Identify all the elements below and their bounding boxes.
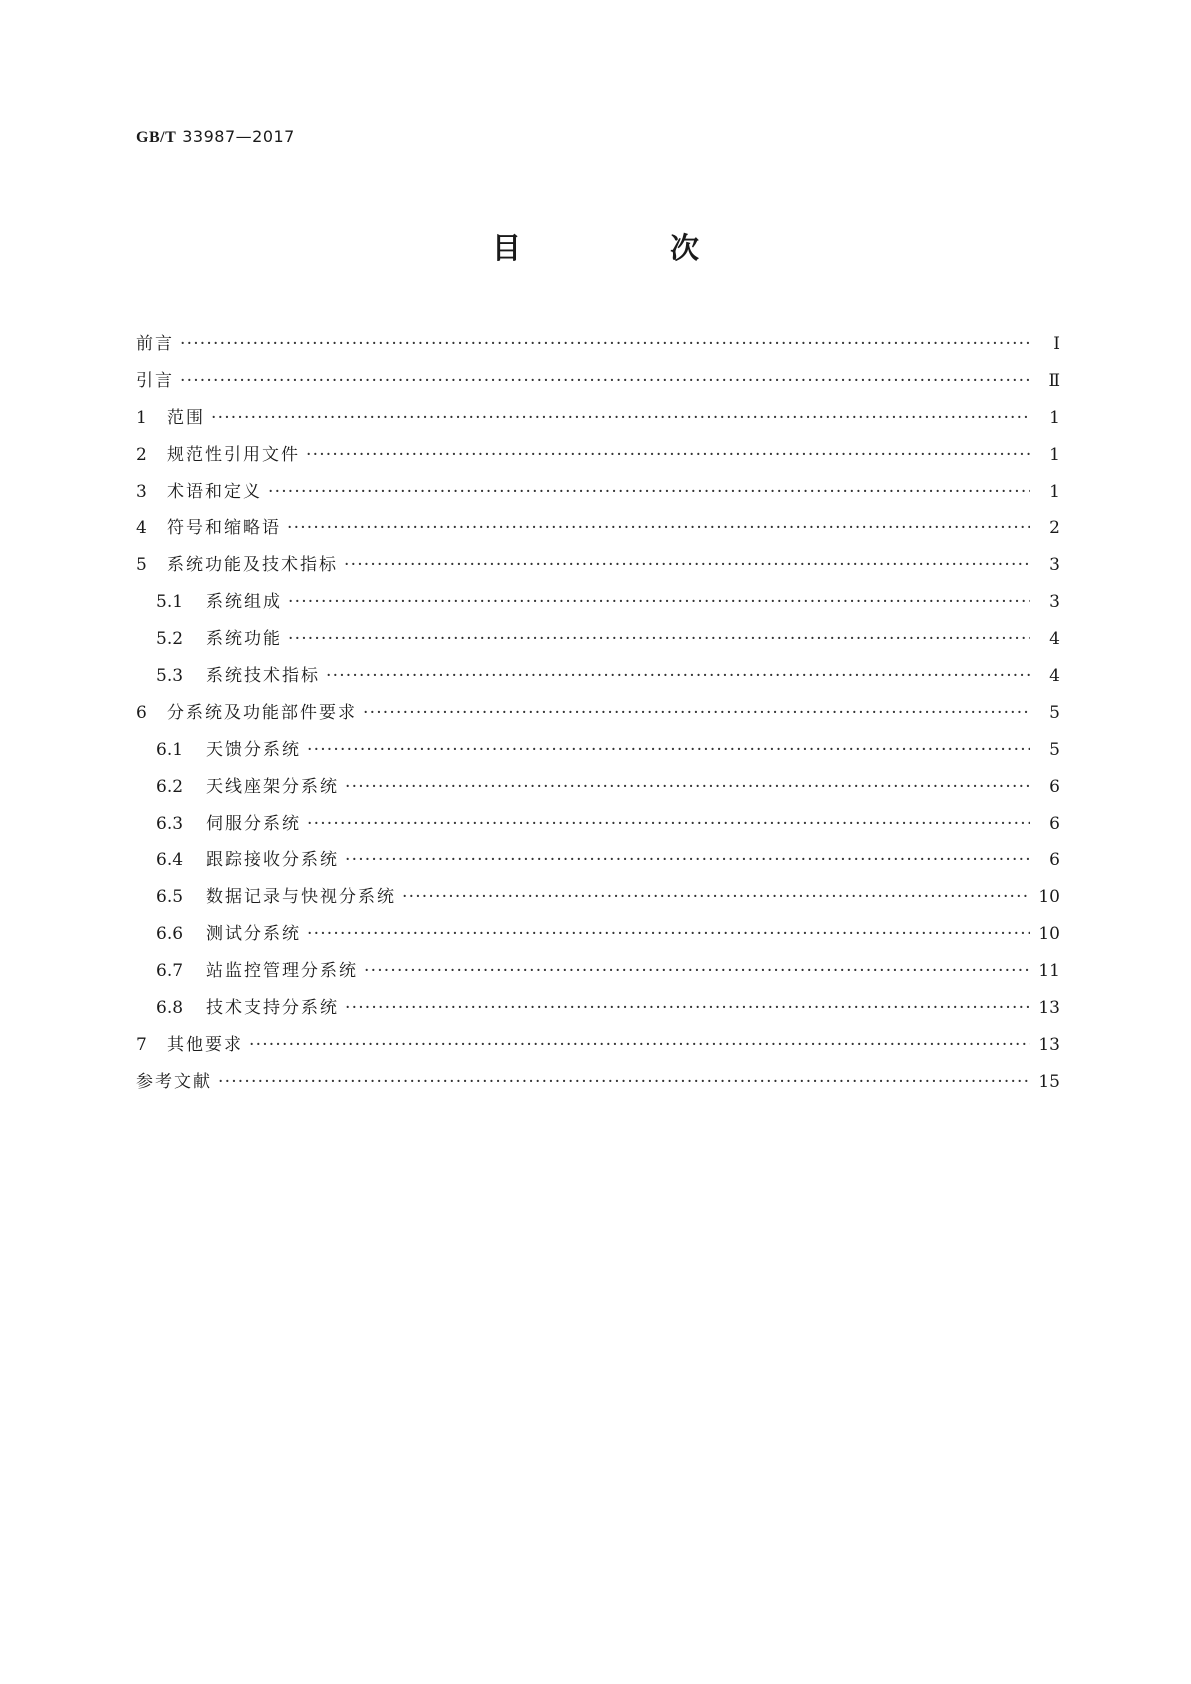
toc-entry-label: 测试分系统 [206,924,301,945]
toc-leader-dots [218,1072,1030,1092]
toc-entry-page: 6 [1049,850,1060,871]
toc-entry-label: 分系统及功能部件要求 [167,702,357,723]
toc-entry-page: 5 [1049,702,1060,723]
toc-leader-dots [180,334,1030,354]
toc-entry-page: 10 [1038,887,1060,908]
toc-entry-label: 系统技术指标 [206,666,320,687]
toc-entry-number: 5.1 [156,592,184,613]
toc-entry-number: 1 [136,407,147,428]
toc-entry-number: 6.1 [156,739,184,760]
toc-entry-page: 13 [1038,1034,1060,1055]
toc-entry-label: 前言 [136,334,174,354]
toc-entry-number: 4 [136,518,147,539]
toc-leader-dots [268,482,1030,502]
toc-entry-label: 天线座架分系统 [206,776,339,797]
toc-entry-number: 6 [136,702,147,723]
toc-entry-page: 6 [1049,813,1060,834]
toc-entry[interactable] [136,587,1060,624]
toc-entry-page: 11 [1038,961,1060,982]
toc-leader-dots [287,518,1030,538]
toc-entry[interactable] [136,919,1060,956]
toc-entry[interactable] [136,956,1060,993]
toc-entry[interactable] [136,735,1060,772]
toc-entry-label: 术语和定义 [167,481,262,502]
toc-entry[interactable] [136,513,1060,550]
toc-leader-dots [288,592,1030,612]
toc-entry-number: 6.6 [156,924,184,945]
toc-leader-dots [307,924,1030,944]
toc-entry-number: 5.3 [156,666,184,687]
toc-entry[interactable] [136,809,1060,846]
toc-entry[interactable] [136,661,1060,698]
toc-entry-page: Ⅰ [1053,334,1060,354]
toc-leader-dots [326,666,1030,686]
page-title: 目 次 [491,231,759,265]
toc-leader-dots [306,445,1030,465]
toc-leader-dots [249,1035,1030,1055]
toc-leader-dots [211,408,1030,428]
toc-entry-label: 站监控管理分系统 [206,961,358,982]
toc-entry-page: 13 [1038,998,1060,1019]
toc-entry-number: 6.8 [156,998,184,1019]
toc-leader-dots [364,961,1030,981]
toc-leader-dots [363,703,1030,723]
document-header [136,127,295,147]
toc-entry[interactable] [136,440,1060,477]
toc-entry[interactable] [136,1067,1060,1104]
toc-entry[interactable] [136,403,1060,440]
toc-entry-label: 系统组成 [206,592,282,613]
toc-entry-page: 10 [1038,924,1060,945]
toc-entry-label: 系统功能及技术指标 [167,555,338,576]
toc-leader-dots [345,998,1030,1018]
toc-entry-number: 6.7 [156,961,184,982]
toc-entry-page: 1 [1049,444,1060,465]
toc-entry-number: 6.3 [156,813,184,834]
standard-number: 33987—2017 [182,127,295,146]
toc-entry-page: 2 [1049,518,1060,539]
toc-leader-dots [402,887,1030,907]
toc-entry-page: 15 [1038,1071,1060,1092]
toc-entry-label: 规范性引用文件 [167,444,300,465]
toc-entry[interactable] [136,366,1060,403]
toc-leader-dots [307,814,1030,834]
toc-entry-number: 6.5 [156,887,184,908]
toc-entry[interactable] [136,698,1060,735]
toc-entry-label: 跟踪接收分系统 [206,850,339,871]
toc-leader-dots [345,850,1030,870]
toc-entry-label: 引言 [136,370,174,391]
toc-entry-page: Ⅱ [1048,370,1060,391]
toc-entry-page: 1 [1049,481,1060,502]
toc-entry-label: 系统功能 [206,629,282,650]
table-of-contents [136,329,1060,1104]
toc-entry-label: 符号和缩略语 [167,518,281,539]
toc-entry[interactable] [136,882,1060,919]
toc-entry[interactable] [136,845,1060,882]
toc-entry-page: 3 [1049,592,1060,613]
toc-entry-label: 伺服分系统 [206,813,301,834]
toc-leader-dots [345,777,1030,797]
toc-entry-number: 3 [136,481,147,502]
standard-prefix: GB/T [136,129,177,146]
toc-entry[interactable] [136,624,1060,661]
toc-entry-page: 6 [1049,776,1060,797]
toc-entry-label: 天馈分系统 [206,739,301,760]
toc-entry-label: 参考文献 [136,1071,212,1092]
toc-leader-dots [344,555,1030,575]
toc-entry-label: 数据记录与快视分系统 [206,887,396,908]
toc-entry-number: 6.2 [156,776,184,797]
toc-entry-page: 5 [1049,739,1060,760]
toc-entry[interactable] [136,550,1060,587]
toc-entry-page: 1 [1049,407,1060,428]
toc-entry-number: 6.4 [156,850,184,871]
toc-entry[interactable] [136,1030,1060,1067]
toc-entry[interactable] [136,477,1060,514]
toc-leader-dots [307,740,1030,760]
toc-entry-label: 技术支持分系统 [206,998,339,1019]
toc-entry[interactable] [136,993,1060,1030]
toc-entry-page: 3 [1049,555,1060,576]
toc-entry-label: 范围 [167,407,205,428]
toc-entry[interactable] [136,772,1060,809]
toc-entry-page: 4 [1049,666,1060,687]
toc-entry-page: 4 [1049,629,1060,650]
toc-leader-dots [288,629,1030,649]
toc-entry-number: 2 [136,444,147,465]
toc-entry-label: 其他要求 [167,1034,243,1055]
toc-entry-number: 5 [136,555,147,576]
toc-leader-dots [180,371,1030,391]
toc-entry-number: 5.2 [156,629,184,650]
toc-entry-number: 7 [136,1034,147,1055]
toc-entry[interactable] [136,329,1060,366]
